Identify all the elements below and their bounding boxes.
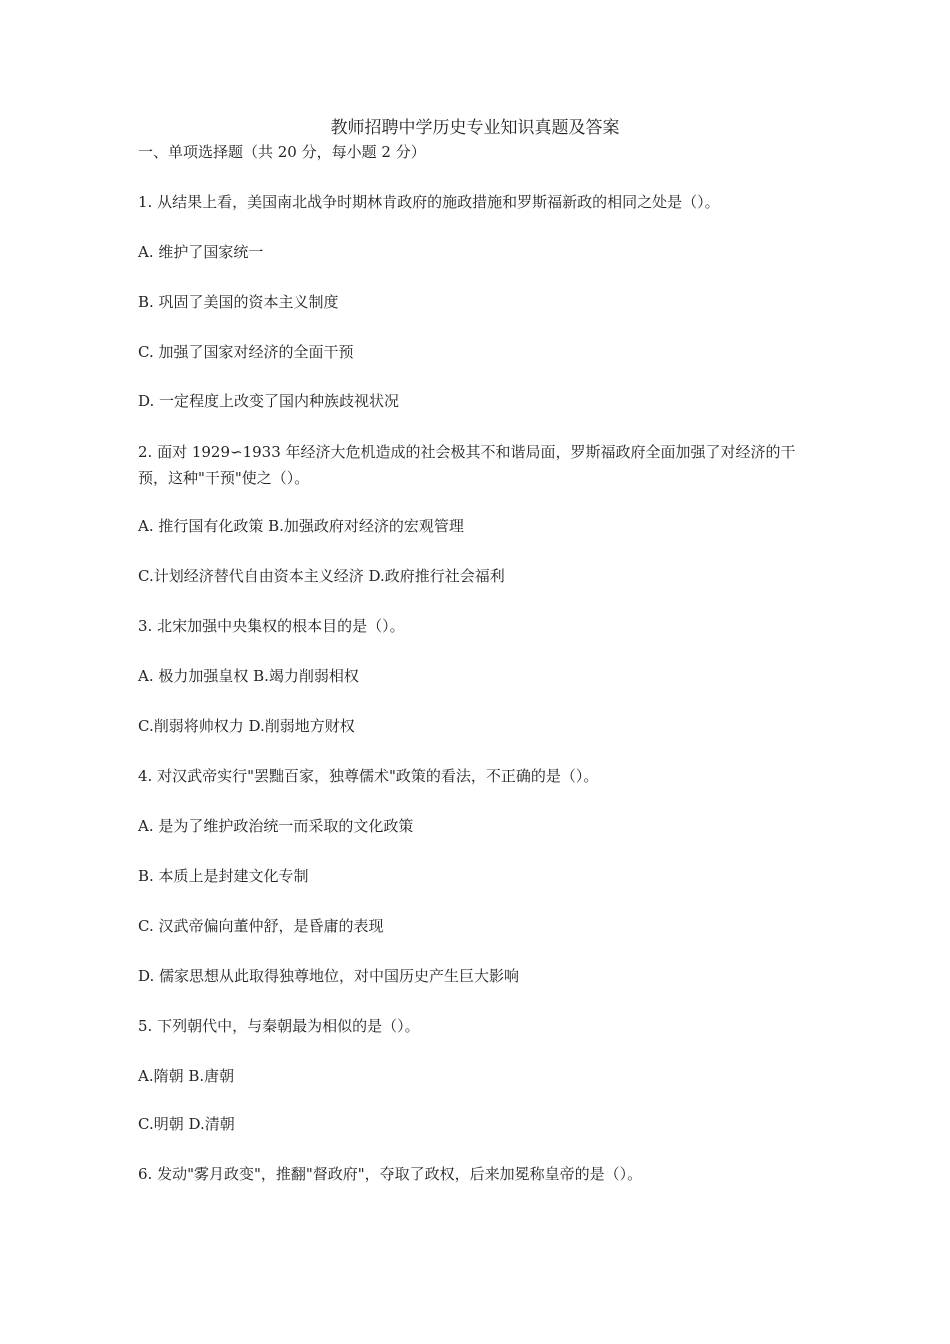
q1-option-a: A. 维护了国家统一 xyxy=(138,243,264,261)
q2-options-ab: A. 推行国有化政策 B.加强政府对经济的宏观管理 xyxy=(138,517,464,535)
q4-option-b: B. 本质上是封建文化专制 xyxy=(138,867,309,885)
question-4: 4. 对汉武帝实行"罢黜百家，独尊儒术"政策的看法，不正确的是（）。 xyxy=(138,767,599,785)
q5-options-ab: A.隋朝 B.唐朝 xyxy=(138,1067,235,1085)
q4-option-d: D. 儒家思想从此取得独尊地位，对中国历史产生巨大影响 xyxy=(138,967,520,985)
q5-options-cd: C.明朝 D.清朝 xyxy=(138,1115,235,1133)
q2-options-cd: C.计划经济替代自由资本主义经济 D.政府推行社会福利 xyxy=(138,567,505,585)
q4-option-c: C. 汉武帝偏向董仲舒，是昏庸的表现 xyxy=(138,917,384,935)
q1-option-b: B. 巩固了美国的资本主义制度 xyxy=(138,293,339,311)
question-2: 2. 面对 1929∽1933 年经济大危机造成的社会极其不和谐局面，罗斯福政府全面加强了对经济的干预，这种"干预"使之（）。 xyxy=(138,443,796,487)
section-heading: 一、单项选择题（共 20 分，每小题 2 分） xyxy=(138,143,426,161)
document-title: 教师招聘中学历史专业知识真题及答案 xyxy=(330,118,620,138)
q3-options-ab: A. 极力加强皇权 B.竭力削弱相权 xyxy=(138,667,359,685)
q1-option-d: D. 一定程度上改变了国内种族歧视状况 xyxy=(138,392,400,410)
question-5: 5. 下列朝代中，与秦朝最为相似的是（）。 xyxy=(138,1017,420,1035)
q3-options-cd: C.削弱将帅权力 D.削弱地方财权 xyxy=(138,717,355,735)
question-3: 3. 北宋加强中央集权的根本目的是（）。 xyxy=(138,617,405,635)
question-6: 6. 发动"雾月政变"，推翻"督政府"，夺取了政权，后来加冕称皇帝的是（）。 xyxy=(138,1165,643,1183)
question-1: 1. 从结果上看，美国南北战争时期林肯政府的施政措施和罗斯福新政的相同之处是（）。 xyxy=(138,193,720,211)
q1-option-c: C. 加强了国家对经济的全面干预 xyxy=(138,343,354,361)
q4-option-a: A. 是为了维护政治统一而采取的文化政策 xyxy=(138,817,414,835)
